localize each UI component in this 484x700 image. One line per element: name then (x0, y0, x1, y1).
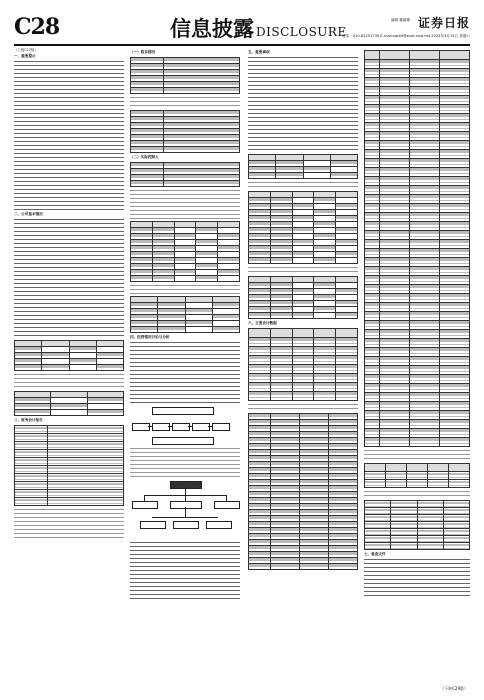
data-table (248, 191, 358, 264)
org-box (214, 501, 240, 509)
data-table (14, 340, 124, 371)
body-text-block (248, 56, 358, 152)
org-chart (130, 479, 240, 539)
section-heading: 四、经营情况讨论与分析 (130, 335, 170, 339)
body-text-block (364, 490, 470, 498)
column-2 (130, 48, 240, 680)
editor-info (391, 18, 410, 23)
body-text-block (14, 60, 124, 210)
body-text-block (130, 341, 240, 403)
body-text-block (14, 373, 124, 389)
body-text-block (130, 96, 240, 108)
data-table (364, 500, 470, 550)
section-heading: 二、公司基本情况 (14, 212, 43, 217)
editor-name: 编辑 董丽娜 (390, 18, 410, 22)
masthead (14, 14, 470, 46)
flow-box (192, 423, 210, 431)
section-heading: （二）实际控制人 (130, 155, 159, 159)
column-4 (364, 48, 470, 680)
flow-box (152, 407, 214, 415)
org-chart-top-box (170, 481, 202, 489)
section-title-en: DISCLOSURE (256, 25, 347, 39)
data-table (248, 276, 358, 319)
org-box (206, 521, 232, 529)
body-text-block (248, 266, 358, 274)
data-table (364, 50, 470, 447)
flow-arrow (168, 426, 172, 427)
section-title (170, 13, 347, 43)
org-box (140, 521, 166, 529)
flow-box (132, 423, 150, 431)
data-table (130, 296, 240, 333)
data-table (130, 221, 240, 282)
org-connector (152, 517, 218, 518)
continued-footer: （下转C29版） (440, 686, 468, 691)
body-text-block (248, 403, 358, 411)
data-table (130, 110, 240, 153)
flow-arrow (188, 426, 192, 427)
data-table (14, 391, 124, 416)
flow-box (172, 423, 190, 431)
column-3 (248, 48, 358, 680)
body-text-block (130, 447, 240, 477)
org-connector (185, 487, 186, 495)
newspaper-logo: 证券日报 (417, 16, 470, 30)
org-box (132, 501, 158, 509)
section-heading: 三、财务会计报告 (14, 418, 43, 423)
body-text-block (130, 284, 240, 294)
section-heading: 七、备查文件 (364, 552, 386, 556)
flow-box (152, 423, 170, 431)
data-table (130, 57, 240, 94)
page-number: C28 (14, 14, 60, 40)
flow-box (152, 437, 214, 445)
body-text-block (14, 218, 124, 338)
data-table (364, 463, 470, 488)
flow-arrow (208, 426, 212, 427)
data-table (248, 413, 358, 570)
process-flow-diagram (130, 405, 240, 445)
continued-label: （上接C27版） (14, 48, 38, 52)
contact-line (342, 34, 470, 39)
org-box (173, 521, 199, 529)
body-text-block (248, 181, 358, 189)
column-1 (14, 48, 124, 680)
data-table (130, 162, 240, 187)
org-box (170, 501, 202, 509)
section-heading: 五、重要事项 (248, 50, 270, 54)
contact-info: 电话：010-83251730 E-mail:zqrb9@zqrb.sina.net (342, 34, 431, 38)
flow-arrow (148, 426, 152, 427)
section-heading: 六、主要会计数据 (248, 321, 277, 325)
section-heading: 一、重要提示 (14, 54, 36, 59)
section-title-cn: 信息披露 (170, 17, 254, 41)
issue-date: 2025年3月15日 星期六 (431, 34, 470, 38)
flow-box (212, 423, 230, 431)
data-table (14, 425, 124, 506)
body-text-block (364, 449, 470, 461)
body-text-block (364, 558, 470, 598)
body-text-block (14, 508, 124, 538)
body-text-block (130, 541, 240, 601)
data-table (248, 154, 358, 179)
section-heading: （一）股东情况 (130, 50, 156, 54)
body-text-block (130, 189, 240, 219)
data-table (248, 328, 358, 401)
org-connector (185, 507, 186, 517)
